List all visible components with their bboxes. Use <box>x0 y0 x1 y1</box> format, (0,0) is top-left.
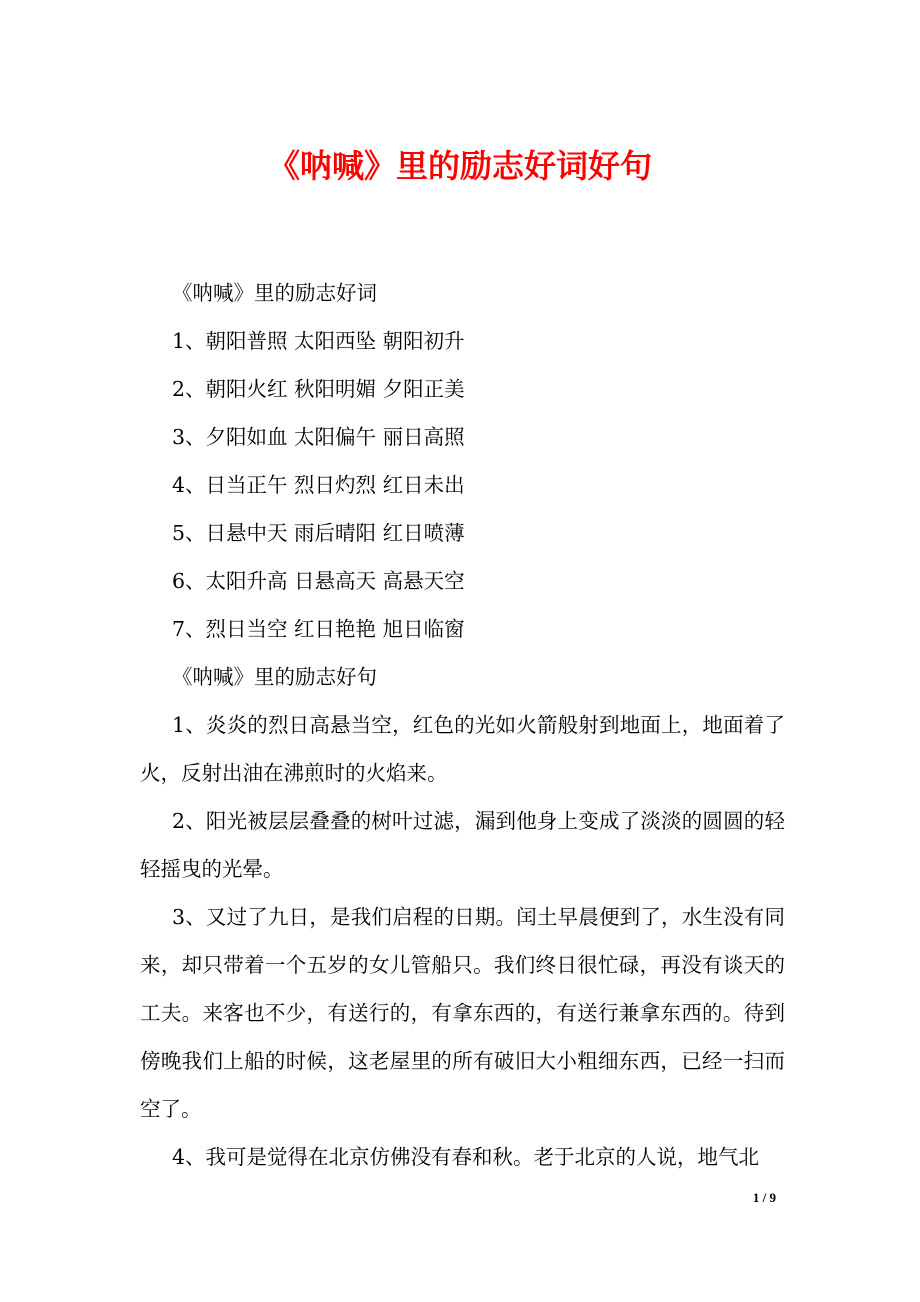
word-line: 1、朝阳普照 太阳西坠 朝阳初升 <box>172 329 465 353</box>
word-line: 7、烈日当空 红日艳艳 旭日临窗 <box>172 617 465 641</box>
word-line: 3、夕阳如血 太阳偏午 丽日高照 <box>172 425 465 449</box>
word-line: 6、太阳升高 日悬高天 高悬天空 <box>172 569 465 593</box>
word-line: 2、朝阳火红 秋阳明媚 夕阳正美 <box>172 377 465 401</box>
words-heading: 《呐喊》里的励志好词 <box>172 281 377 305</box>
word-line: 4、日当正午 烈日灼烈 红日未出 <box>172 473 465 497</box>
sentence-paragraph: 4、我可是觉得在北京仿佛没有春和秋。老于北京的人说，地气北 <box>172 1145 760 1169</box>
word-line: 5、日悬中天 雨后晴阳 红日喷薄 <box>172 521 465 545</box>
document-body <box>140 269 785 1181</box>
page-number: 1 / 9 <box>752 1190 776 1205</box>
sentence-paragraph: 1、炎炎的烈日高悬当空，红色的光如火箭般射到地面上，地面着了火，反射出油在沸煎时的火焰来。 <box>140 713 785 785</box>
sentence-paragraph: 3、又过了九日，是我们启程的日期。闰土早晨便到了，水生没有同来，却只带着一个五岁的女儿管船只。我们终日很忙碌，再没有谈天的工夫。来客也不少，有送行的，有拿东西的，有送行兼拿东西的。待到傍晚我们上船的时候，这老屋里的所有破旧大小粗细东西，已经一扫而空了。 <box>140 905 785 1121</box>
sentence-paragraph: 2、阳光被层层叠叠的树叶过滤，漏到他身上变成了淡淡的圆圆的轻轻摇曳的光晕。 <box>140 809 785 881</box>
document-title: 《呐喊》里的励志好词好句 <box>267 147 652 185</box>
sentences-heading: 《呐喊》里的励志好句 <box>172 665 377 689</box>
